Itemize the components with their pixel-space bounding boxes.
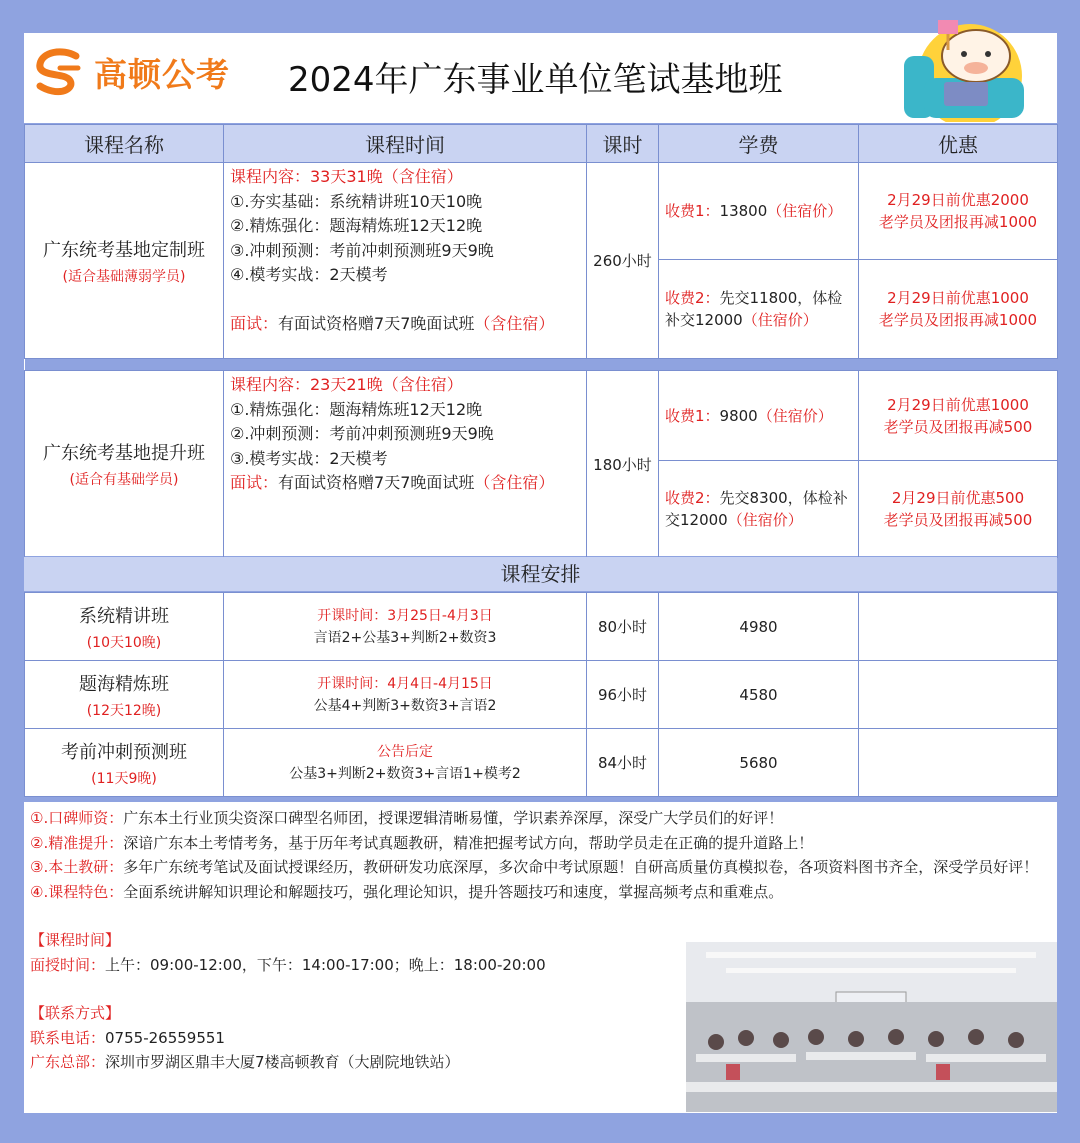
fee-text: 先交11800，体检补交12000 bbox=[665, 289, 843, 329]
fee-suffix: （住宿价） bbox=[742, 311, 818, 329]
header-fee: 学费 bbox=[659, 125, 859, 163]
table-row bbox=[25, 729, 1058, 797]
interview-text: 有面试资格赠7天7晚面试班 bbox=[278, 473, 475, 492]
schedule-fee: 4580 bbox=[659, 661, 859, 729]
content-title: 课程内容：33天31晚（含住宿） bbox=[230, 167, 463, 186]
note-text: 深谙广东本土考情考务，基于历年考试真题教研，精准把握考试方向，帮助学员走在正确的提升道路上！ bbox=[123, 833, 814, 852]
brand-logo-icon bbox=[32, 46, 88, 98]
schedule-fee: 4980 bbox=[659, 593, 859, 661]
schedule-sub: (11天9晚) bbox=[91, 770, 157, 787]
course-name: 广东统考基地定制班 bbox=[43, 239, 205, 261]
note-item bbox=[30, 855, 1051, 880]
content-line: ②.冲刺预测：考前冲刺预测班9天9晚 bbox=[230, 424, 494, 443]
interview-note bbox=[230, 471, 580, 496]
course-content-cell bbox=[224, 371, 587, 558]
note-label: ④.课程特色： bbox=[30, 882, 124, 901]
fee-suffix: （住宿价） bbox=[767, 202, 843, 220]
schedule-title: 课程安排 bbox=[24, 557, 1057, 591]
content-title: 课程内容：23天21晚（含住宿） bbox=[230, 375, 463, 394]
brand-name: 高顿公考 bbox=[94, 54, 230, 94]
schedule-table bbox=[24, 592, 1057, 796]
time-label: 面授时间： bbox=[30, 955, 106, 974]
fee-option-1 bbox=[659, 371, 859, 461]
fee-amount: 13800 bbox=[719, 202, 768, 220]
schedule-name-cell bbox=[25, 593, 224, 661]
schedule-time: 公告后定 bbox=[377, 743, 433, 760]
content-line: ①.夯实基础：系统精讲班10天10晚 bbox=[230, 191, 483, 211]
schedule-detail: 公基4+判断3+数资3+言语2 bbox=[313, 697, 497, 714]
discount-2 bbox=[859, 260, 1058, 359]
schedule-name: 题海精炼班 bbox=[79, 673, 169, 695]
note-label: ①.口碑师资： bbox=[30, 809, 124, 827]
schedule-discount-empty bbox=[859, 661, 1058, 729]
phone-number: 0755-26559551 bbox=[105, 1028, 225, 1047]
fee-label: 收费1： bbox=[665, 406, 720, 425]
course-subtitle: (适合有基础学员) bbox=[69, 472, 179, 488]
schedule-hours: 80小时 bbox=[587, 593, 659, 661]
course-name-cell bbox=[25, 371, 224, 558]
content-line: ④.模考实战：2天模考 bbox=[230, 265, 388, 284]
schedule-detail: 言语2+公基3+判断2+数资3 bbox=[313, 629, 497, 646]
schedule-name: 考前冲刺预测班 bbox=[61, 741, 187, 763]
interview-suffix: （含住宿） bbox=[474, 473, 555, 492]
discount-line: 2月29日前优惠1000 bbox=[887, 395, 1029, 414]
discount-line: 老学员及团报再减1000 bbox=[878, 311, 1038, 329]
hq-address: 深圳市罗湖区鼎丰大厦7楼高顿教育（大剧院地铁站） bbox=[105, 1053, 460, 1071]
course-name: 广东统考基地提升班 bbox=[43, 443, 205, 464]
note-item bbox=[30, 880, 1051, 905]
content-line: ①.精炼强化：题海精炼班12天12晚 bbox=[230, 399, 483, 419]
header-discount: 优惠 bbox=[859, 125, 1058, 163]
schedule-discount-empty bbox=[859, 593, 1058, 661]
schedule-time-cell bbox=[224, 593, 587, 661]
fee-option-2 bbox=[659, 461, 859, 558]
interview-label: 面试： bbox=[230, 313, 279, 333]
fee-option-2 bbox=[659, 260, 859, 359]
schedule-name-cell bbox=[25, 661, 224, 729]
schedule-time-cell bbox=[224, 661, 587, 729]
discount-line: 2月29日前优惠2000 bbox=[887, 191, 1029, 209]
mascot-illustration bbox=[884, 16, 1044, 122]
hq-label: 广东总部： bbox=[30, 1053, 106, 1071]
fee-option-1 bbox=[659, 163, 859, 260]
hours-cell: 180小时 bbox=[587, 371, 659, 558]
time-text: 上午：09:00-12:00，下午：14:00-17:00；晚上：18:00-20:00 bbox=[105, 955, 546, 974]
page-title: 2024年广东事业单位笔试基地班 bbox=[288, 60, 783, 100]
section-gap bbox=[25, 359, 1058, 371]
note-label: ②.精准提升： bbox=[30, 833, 124, 852]
interview-label: 面试： bbox=[230, 473, 279, 492]
course-name-cell bbox=[25, 163, 224, 359]
schedule-time-cell bbox=[224, 729, 587, 797]
discount-1 bbox=[859, 163, 1058, 260]
course-subtitle: (适合基础薄弱学员) bbox=[62, 268, 186, 285]
schedule-name-cell bbox=[25, 729, 224, 797]
content-line: ③.冲刺预测：考前冲刺预测班9天9晚 bbox=[230, 240, 494, 260]
note-item bbox=[30, 831, 1051, 856]
fee-label: 收费2： bbox=[665, 289, 720, 307]
discount-2 bbox=[859, 461, 1058, 558]
time-heading: 【课程时间】 bbox=[30, 931, 121, 949]
table-row bbox=[25, 661, 1058, 729]
note-text: 全面系统讲解知识理论和解题技巧，强化理论知识，提升答题技巧和速度，掌握高频考点和重难点。 bbox=[123, 882, 784, 901]
content-line: ③.模考实战：2天模考 bbox=[230, 448, 388, 468]
fee-amount: 9800 bbox=[719, 406, 758, 425]
interview-text: 有面试资格赠7天7晚面试班 bbox=[278, 313, 475, 333]
schedule-fee: 5680 bbox=[659, 729, 859, 797]
schedule-discount-empty bbox=[859, 729, 1058, 797]
table-header-row bbox=[25, 125, 1058, 163]
course-content-cell bbox=[224, 163, 587, 359]
discount-line: 老学员及团报再减500 bbox=[883, 417, 1033, 436]
header-course-name: 课程名称 bbox=[25, 125, 224, 163]
table-row bbox=[25, 593, 1058, 661]
fee-text: 先交8300，体检补交12000 bbox=[665, 489, 848, 529]
course-table bbox=[24, 124, 1057, 556]
schedule-time: 开课时间：4月4日-4月15日 bbox=[317, 675, 493, 692]
fee-suffix: （住宿价） bbox=[727, 511, 803, 529]
discount-line: 老学员及团报再减1000 bbox=[878, 213, 1038, 231]
table-row bbox=[25, 371, 1058, 461]
table-row bbox=[25, 163, 1058, 260]
fee-label: 收费1： bbox=[665, 202, 720, 220]
note-text: 广东本土行业顶尖资深口碑型名师团，授课逻辑清晰易懂，学识素养深厚，深受广大学员们的好评！ bbox=[123, 809, 784, 827]
schedule-detail: 公基3+判断2+数资3+言语1+模考2 bbox=[289, 765, 521, 782]
fee-label: 收费2： bbox=[665, 489, 720, 507]
header-course-time: 课程时间 bbox=[224, 125, 587, 163]
schedule-sub: (10天10晚) bbox=[86, 634, 162, 651]
fee-suffix: （住宿价） bbox=[757, 406, 833, 425]
discount-line: 2月29日前优惠1000 bbox=[887, 289, 1029, 307]
schedule-time: 开课时间：3月25日-4月3日 bbox=[317, 607, 493, 624]
phone-label: 联系电话： bbox=[30, 1028, 106, 1047]
interview-suffix: （含住宿） bbox=[474, 313, 555, 333]
schedule-name: 系统精讲班 bbox=[79, 605, 169, 627]
note-label: ③.本土教研： bbox=[30, 858, 124, 876]
discount-line: 2月29日前优惠500 bbox=[891, 489, 1025, 507]
contact-heading: 【联系方式】 bbox=[30, 1004, 121, 1022]
content-line: ②.精炼强化：题海精炼班12天12晚 bbox=[230, 216, 483, 235]
hours-cell: 260小时 bbox=[587, 163, 659, 359]
schedule-hours: 96小时 bbox=[587, 661, 659, 729]
note-item bbox=[30, 806, 1051, 831]
note-text: 多年广东统考笔试及面试授课经历，教研研发功底深厚，多次命中考试原题！自研高质量仿真模拟卷，各项资料图书齐全，深受学员好评！ bbox=[123, 858, 1039, 876]
schedule-sub: (12天12晚) bbox=[86, 702, 162, 719]
discount-1 bbox=[859, 371, 1058, 461]
classroom-photo bbox=[686, 942, 1057, 1112]
schedule-hours: 84小时 bbox=[587, 729, 659, 797]
header-hours: 课时 bbox=[587, 125, 659, 163]
brand-logo bbox=[32, 42, 230, 102]
discount-line: 老学员及团报再减500 bbox=[883, 511, 1033, 529]
interview-note bbox=[230, 312, 580, 337]
